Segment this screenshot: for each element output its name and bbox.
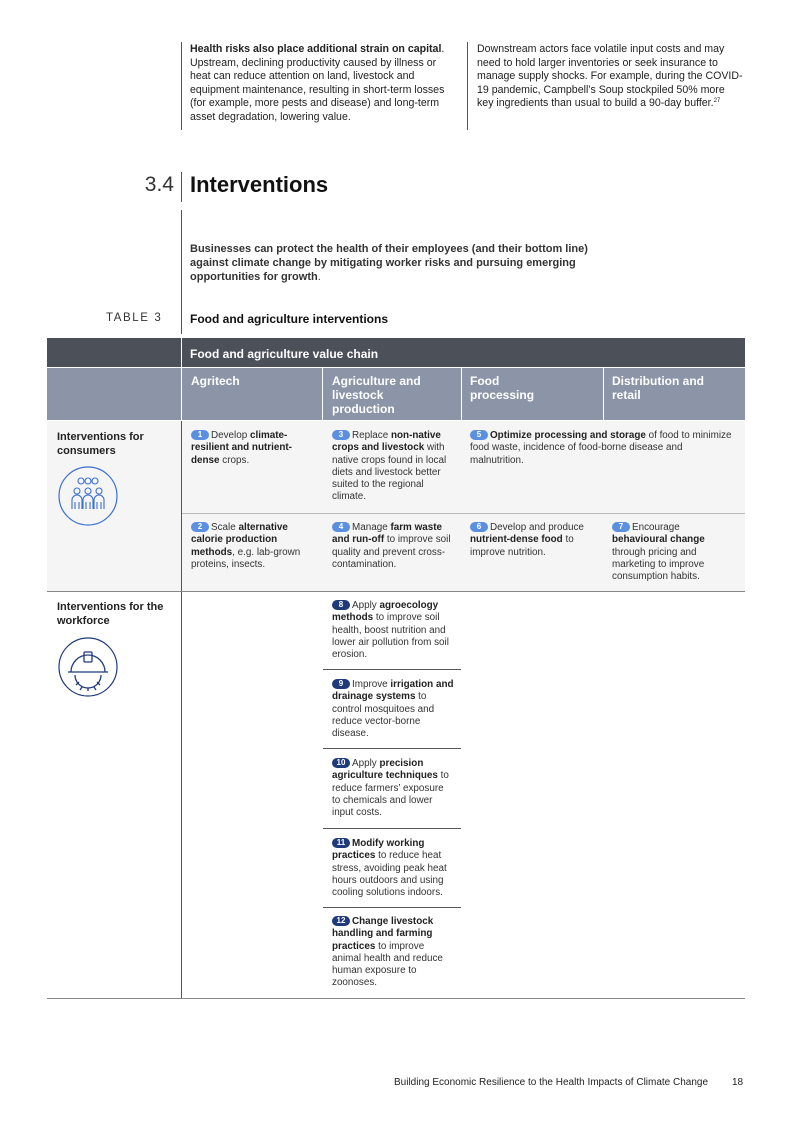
intervention-8: 8 Apply agroecology methods to improve soil health, boost nutrition and lower air pollution from soil erosion. bbox=[332, 600, 449, 661]
worker-hardhat-gear-icon bbox=[57, 636, 119, 698]
table-header-dark bbox=[47, 338, 745, 367]
intervention-7: 7 Encourage behavioural change through pricing and marketing to improve consumption habits. bbox=[612, 522, 705, 583]
intervention-10: 10 Apply precision agriculture techniques to reduce farmers’ exposure to chemicals and lower input costs. bbox=[332, 758, 449, 819]
badge-4: 4 bbox=[332, 522, 350, 532]
intervention-6: 6 Develop and produce nutrient-dense food to improve nutrition. bbox=[470, 522, 584, 558]
section-number: 3.4 bbox=[144, 173, 174, 196]
top-left-paragraph bbox=[190, 43, 458, 125]
value-chain-header: Food and agriculture value chain bbox=[190, 347, 379, 361]
page-number: 18 bbox=[732, 1077, 744, 1088]
badge-3: 3 bbox=[332, 430, 350, 440]
group-of-people-icon bbox=[57, 465, 119, 527]
badge-5: 5 bbox=[470, 430, 488, 440]
badge-7: 7 bbox=[612, 522, 630, 532]
badge-1: 1 bbox=[191, 430, 209, 440]
table-label: TABLE 3 bbox=[106, 312, 163, 324]
footnote-ref[interactable]: 27 bbox=[713, 98, 721, 105]
column-agriculture: Agriculture and livestock production bbox=[332, 374, 421, 416]
intervention-4: 4 Manage farm waste and run-off to improve soil quality and prevent cross-contamination. bbox=[332, 522, 451, 570]
intervention-9: 9 Improve irrigation and drainage systems to control mosquitoes and reduce vector-borne disease. bbox=[332, 679, 454, 740]
row-header-consumers: Interventions for consumers bbox=[57, 431, 144, 457]
footer-title: Building Economic Resilience to the Health Impacts of Climate Change bbox=[394, 1077, 709, 1088]
badge-6: 6 bbox=[470, 522, 488, 532]
column-distribution: Distribution and retail bbox=[612, 374, 704, 402]
column-food-processing: Food processing bbox=[470, 374, 535, 402]
badge-9: 9 bbox=[332, 679, 350, 689]
badge-12: 12 bbox=[332, 916, 350, 926]
top-left-bold: Health risks also place additional strain on capital bbox=[190, 43, 442, 55]
row-header-workforce: Interventions for the workforce bbox=[57, 601, 164, 627]
intervention-5: 5 Optimize processing and storage of food to minimize food waste, incidence of food-borne disease and malnutrition. bbox=[470, 430, 732, 466]
badge-11: 11 bbox=[332, 838, 350, 848]
column-agritech: Agritech bbox=[191, 374, 240, 388]
top-right-text: Downstream actors face volatile input costs and may need to hold larger inventories or seek insurance to manage supply shocks. For example, during the COVID-19 pandemic, Campbell’s Soup stockpiled 50% more key ingredients than usual to build a 90-day buffer. bbox=[477, 43, 743, 110]
table-title: Food and agriculture interventions bbox=[190, 312, 389, 326]
badge-2: 2 bbox=[191, 522, 209, 532]
top-left-text: . Upstream, declining productivity caused by illness or heat can reduce attention on land, livestock and equipment maintenance, resulting in short-term losses (for example, more pests and disease) and long-term asset degradation, lowering value. bbox=[190, 43, 445, 123]
top-right-paragraph bbox=[477, 43, 743, 111]
section-title: Interventions bbox=[190, 172, 329, 197]
intervention-3: 3 Replace non-native crops and livestock with native crops found in local diets and livestock better suited to the regional climate. bbox=[332, 430, 447, 503]
intervention-1: 1 Develop climate-resilient and nutrient-dense crops. bbox=[191, 430, 292, 466]
section-intro: Businesses can protect the health of their employees (and their bottom line) against climate change by mitigating worker risks and pursuing emerging opportunities for growth. bbox=[190, 243, 588, 283]
badge-10: 10 bbox=[332, 758, 350, 768]
intervention-12: 12 Change livestock handling and farming practices to improve animal health and reduce human exposure to zoonoses. bbox=[332, 916, 443, 989]
badge-8: 8 bbox=[332, 600, 350, 610]
intervention-2: 2 Scale alternative calorie production methods, e.g. lab-grown proteins, insects. bbox=[191, 522, 301, 570]
intervention-11: 11 Modify working practices to reduce heat stress, avoiding peak heat hours outdoors and using cooling solutions indoors. bbox=[332, 838, 447, 899]
